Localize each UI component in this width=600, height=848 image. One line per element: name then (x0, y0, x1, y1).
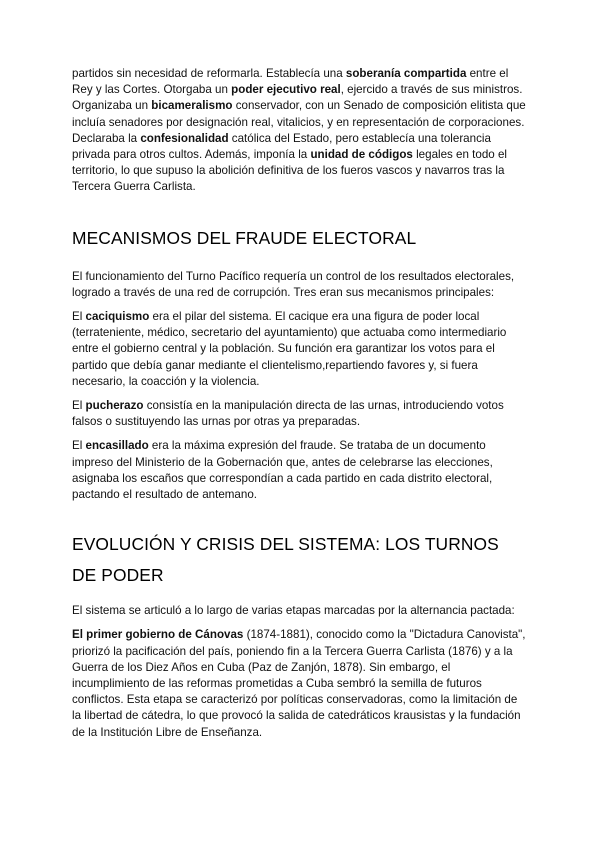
bold-term: caciquismo (85, 310, 150, 324)
heading-fraude-electoral: MECANISMOS DEL FRAUDE ELECTORAL (72, 227, 417, 248)
paragraph-encasillado (72, 438, 528, 503)
text-run: conservador, con un Senado de composición elitista que incluía senadores por designación real, vitalicios, y en representación de corporaciones. Declaraba la (72, 99, 526, 145)
bold-term: unidad de códigos (310, 148, 413, 162)
bold-term: bicameralismo (151, 99, 233, 113)
text-run: católica del Estado, pero establecía una tolerancia privada para otros cultos. Además, imponía la (72, 131, 491, 162)
text-run: entre el Rey y las Cortes. Otorgaba un (72, 67, 509, 97)
bold-term: encasillado (85, 439, 149, 453)
paragraph-caciquismo (72, 309, 528, 390)
text-run: El (72, 399, 86, 413)
bold-term: poder ejecutivo real (231, 83, 341, 97)
text-run: El (72, 439, 86, 453)
page-content (72, 66, 528, 741)
paragraph-constitution (72, 66, 528, 196)
bold-term: soberanía compartida (345, 67, 467, 80)
paragraph-pucherazo (72, 398, 528, 430)
paragraph-canovas (72, 627, 528, 740)
text-run: El (72, 310, 86, 324)
text-run: legales en todo el territorio, lo que supuso la abolición definitiva de los fueros vascos y navarros tras la Tercera Guerra Carlista. (72, 148, 507, 194)
paragraph-evolucion-intro: El sistema se articuló a lo largo de varias etapas marcadas por la alternancia pactada: (72, 604, 515, 618)
text-run: partidos sin necesidad de reformarla. Establecía una (72, 67, 346, 80)
text-run: (1874-1881), conocido como la "Dictadura Canovista", priorizó la pacificación del país, poniendo fin a la Tercera Guerra Carlista (1876) y a la Guerra de los Diez Años en Cuba (Paz de Zanjón, 1878). Sin embargo, el incumplimiento de las reformas prometidas a Cuba sembró la semilla de futuros conflictos. Esta etapa se caracterizó por políticas conservadoras, como la limitación de la libertad de cátedra, lo que provocó la salida de catedráticos krausistas y la fundación de la Institución Libre de Enseñanza. (72, 628, 526, 739)
text-run: era la máxima expresión del fraude. Se trataba de un documento impreso del Ministerio de la Gobernación que, antes de celebrarse las elecciones, asignaba los escaños que correspondían a cada partido en cada distrito electoral, pactando el resultado de antemano. (72, 439, 493, 502)
text-run: , ejercido a través de sus ministros. Organizaba un (72, 83, 523, 113)
paragraph-fraude-intro: El funcionamiento del Turno Pacífico requería un control de los resultados electorales, logrado a través de una red de corrupción. Tres eran sus mecanismos principales: (72, 269, 515, 299)
bold-term: confesionalidad (140, 131, 229, 145)
text-run: era el pilar del sistema. El cacique era una figura de poder local (terrateniente, médico, secretario del ayuntamiento) que actuaba como intermediario entre el gobierno central y la población. Su función era garantizar los votos para el partido que debía ganar mediante el clientelismo,repartiendo favores y, si fuera necesario, la coacción y la violencia. (72, 310, 507, 388)
bold-term: pucherazo (85, 399, 144, 413)
text-run: consistía en la manipulación directa de las urnas, introduciendo votos falsos o sustituyendo las urnas por otras ya preparadas. (72, 399, 504, 429)
bold-term: El primer gobierno de Cánovas (72, 628, 244, 642)
heading-evolucion-crisis: EVOLUCIÓN Y CRISIS DEL SISTEMA: LOS TURNOS DE PODER (72, 534, 499, 586)
